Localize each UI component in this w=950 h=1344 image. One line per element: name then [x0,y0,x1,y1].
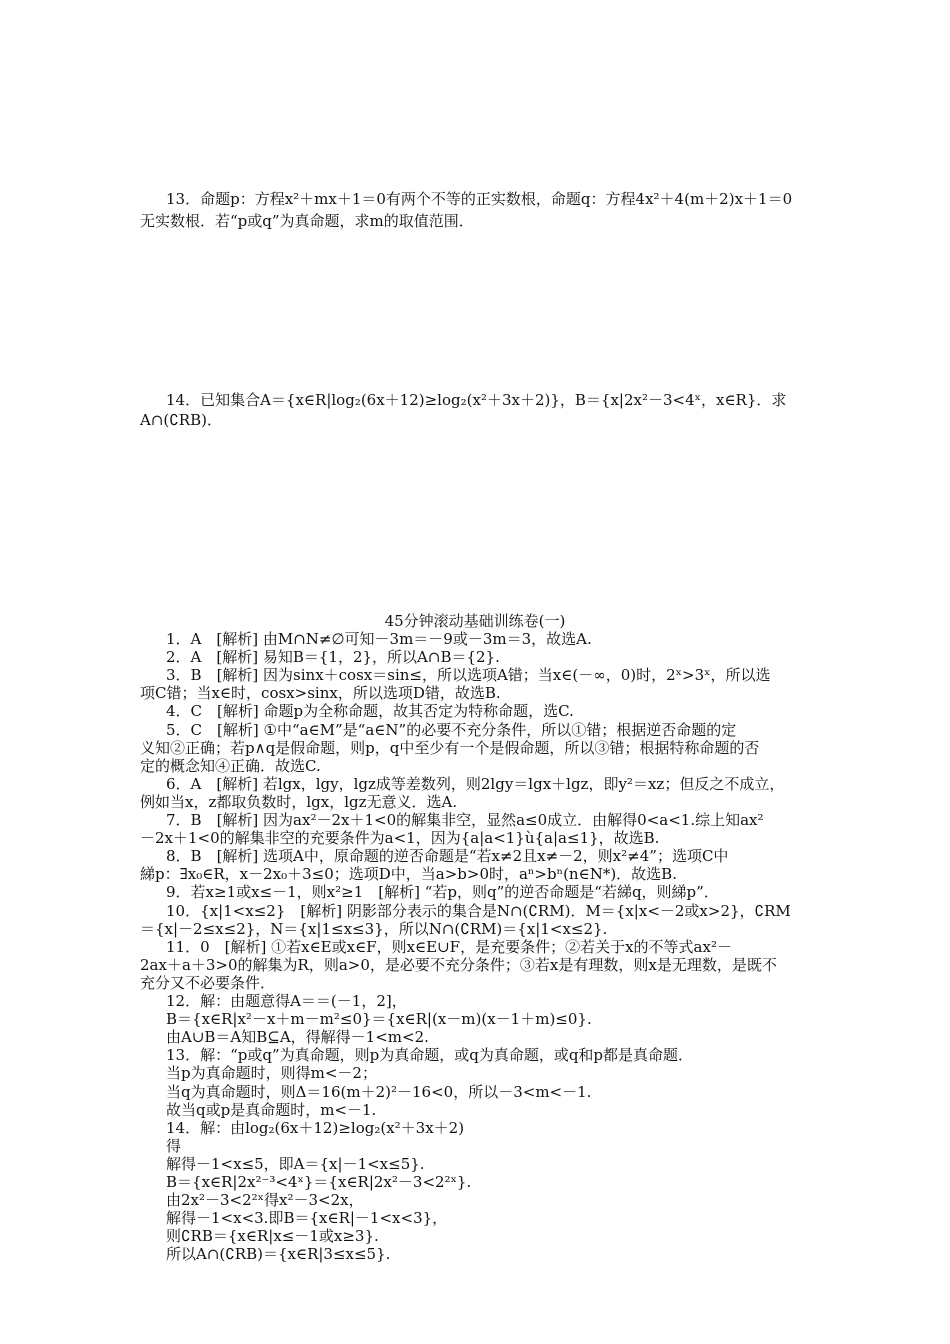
answer-line: B＝{x∈R|2x²⁻³<4ˣ}＝{x∈R|2x²－3<2²ˣ}. [166,1173,472,1191]
answers-title: 45分钟滚动基础训练卷(一) [384,612,566,630]
answer-line: 10．{x|1<x≤2} [解析] 阴影部分表示的集合是N∩(∁RM)．M＝{x|x<－2或x>2}，∁RM [166,902,791,920]
answer-line: 4．C [解析] 命题p为全称命题，故其否定为特称命题，选C. [166,702,574,720]
answer-line: 当q为真命题时，则Δ＝16(m＋2)²－16<0，所以－3<m<－1. [166,1083,592,1101]
answer-line: 2．A [解析] 易知B＝{1，2}，所以A∩B＝{2}. [166,648,500,666]
answer-line: 綈p：∃x₀∈R，x－2x₀＋3≤0；选项D中，当a>b>0时，aⁿ>bⁿ(n∈N*)．故选B. [140,865,677,883]
answer-line: 则∁RB＝{x∈R|x≤－1或x≥3}. [166,1227,379,1245]
answer-line: 得 [166,1137,182,1155]
answer-line: 例如当x，z都取负数时，lgx，lgz无意义．选A. [140,793,458,811]
answer-line: 1．A [解析] 由M∩N≠∅可知－3m＝－9或－3m＝3，故选A. [166,630,592,648]
answer-line: 7．B [解析] 因为ax²－2x＋1<0的解集非空，显然a≤0成立．由解得0<a<1.综上知ax² [166,811,764,829]
answer-line: ＝{x|－2≤x≤2}，N＝{x|1≤x≤3}，所以N∩(∁RM)＝{x|1<x≤2}. [140,920,608,938]
answer-line: 5．C [解析] ①中“a∈M”是“a∈N”的必要不充分条件，所以①错；根据逆否命题的定 [166,721,737,739]
answer-line: 6．A [解析] 若lgx，lgy，lgz成等差数列，则2lgy＝lgx＋lgz，即y²＝xz；但反之不成立， [166,775,785,793]
answer-line: 9．若x≥1或x≤－1，则x²≥1 [解析] “若p，则q”的逆否命题是“若綈q，则綈p”． [166,883,719,901]
answer-line: 11．0 [解析] ①若x∈E或x∈F，则x∈E∪F，是充要条件；②若关于x的不等式ax²－ [166,938,732,956]
answer-line: 所以A∩(∁RB)＝{x∈R|3≤x≤5}. [166,1245,391,1263]
answer-line: 13．解：“p或q”为真命题，则p为真命题，或q为真命题，或q和p都是真命题． [166,1046,694,1064]
answer-line: 项C错；当x∈时，cosx>sinx，所以选项D错，故选B. [140,684,501,702]
answer-line: 定的概念知④正确．故选C. [140,757,321,775]
answer-line: 由2x²－3<2²ˣ得x²－3<2x， [166,1191,364,1209]
answer-line: 12．解：由题意得A＝＝(－1，2]， [166,992,407,1010]
answer-line: 2ax＋a＋3>0的解集为R，则a>0，是必要不充分条件；③若x是有理数，则x是无理数，是既不 [140,956,777,974]
answer-line: B＝{x∈R|x²－x＋m－m²≤0}＝{x∈R|(x－m)(x－1＋m)≤0}. [166,1010,592,1028]
answer-line: 由A∪B＝A知B⊆A，得解得－1<m<2. [166,1028,429,1046]
answer-line: 故当q或p是真命题时，m<－1. [166,1101,377,1119]
question-13-line-2: 无实数根．若“p或q”为真命题，求m的取值范围． [140,212,474,230]
answer-line: －2x＋1<0的解集非空的充要条件为a<1，因为{a|a<1}ù{a|a≤1}，故选B. [140,829,660,847]
question-14-line-1: 14．已知集合A＝{x∈R|log₂(6x＋12)≥log₂(x²＋3x＋2)}，B＝{x|2x²－3<4ˣ，x∈R}．求 [166,391,787,409]
answer-line: 当p为真命题时，则得m<－2； [166,1064,377,1082]
answer-line: 义知②正确；若p∧q是假命题，则p，q中至少有一个是假命题，所以③错；根据特称命题的否 [140,739,760,757]
answer-line: 3．B [解析] 因为sinx＋cosx＝sin≤，所以选项A错；当x∈(－∞，0)时，2ˣ>3ˣ，所以选 [166,666,771,684]
answer-line: 充分又不必要条件． [140,974,276,992]
answer-line: 解得－1<x<3.即B＝{x∈R|－1<x<3}， [166,1209,448,1227]
question-14-line-2: A∩(∁RB)． [140,411,222,429]
answer-line: 8．B [解析] 选项A中，原命题的逆否命题是“若x≠2且x≠－2，则x²≠4”；选项C中 [166,847,729,865]
answer-line: 14．解：由log₂(6x＋12)≥log₂(x²＋3x＋2) [166,1119,465,1137]
answer-line: 解得－1<x≤5，即A＝{x|－1<x≤5}. [166,1155,425,1173]
question-13-line-1: 13．命题p：方程x²＋mx＋1＝0有两个不等的正实数根，命题q：方程4x²＋4(m＋2)x＋1＝0 [166,190,793,208]
